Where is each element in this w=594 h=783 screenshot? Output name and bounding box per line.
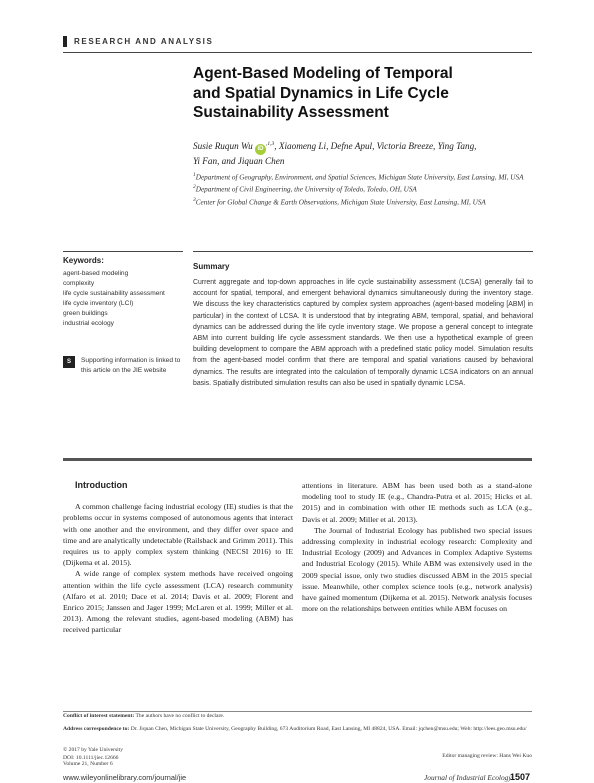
summary-box (193, 262, 533, 389)
affiliation-3: Center for Global Change & Earth Observations, Michigan State University, East Lansing, MI, USA (195, 198, 486, 207)
top-divider (63, 52, 532, 53)
title-line: Agent-Based Modeling of Temporal (193, 65, 453, 82)
body-column-left (63, 480, 293, 636)
author-names: Yi Fan, and Jiquan Chen (193, 156, 285, 167)
article-title (193, 64, 523, 123)
conflict-statement (63, 713, 224, 719)
paragraph: The Journal of Industrial Ecology has published two special issues addressing complexity in industrial ecology research: Complexity and Industrial Ecology (2009) and Advances in Complex Adaptive Systems and Industrial Ecology (2015). While ABM was extensively used in the 2009 special issue, only two studies discussed ABM in the 2015 special issue. Meanwhile, other complex science tools (e.g., network analysis) have gained momentum (Dijkema et al. 2015). Network analysis focuses more on the relationships between entities while ABM focuses on (302, 525, 532, 614)
body-column-right (302, 480, 532, 614)
keywords-list (63, 269, 165, 329)
keyword-item: life cycle sustainability assessment (63, 290, 165, 297)
correspondence-address (63, 725, 532, 733)
copyright: © 2017 by Yale University (63, 747, 124, 753)
keyword-item: agent-based modeling (63, 270, 129, 277)
section-tag (63, 36, 213, 47)
address-text: Dr. Jiquan Chen, Michigan State University, Geography Building, 673 Auditorium Road, East Lansing, MI 48824, USA. Email: jqchen@msu.edu; Web: http://lees.geo.msu.edu/ (130, 726, 527, 732)
keywords-divider (63, 251, 183, 252)
conflict-label: Conflict of interest statement: (63, 713, 135, 719)
footer-divider (63, 711, 532, 712)
keyword-item: complexity (63, 280, 95, 287)
affiliation-1: Department of Geography, Environment, and Spatial Sciences, Michigan State University, East Lansing, MI, USA (195, 173, 524, 182)
keywords-heading: Keywords: (63, 256, 104, 265)
intro-heading: Introduction (75, 480, 128, 490)
editor-note: Editor managing review: Hans Wei Kuo (442, 753, 532, 759)
paragraph: attentions in literature. ABM has been used both as a stand-alone modeling tool to study IE (e.g., Chandra-Putra et al. 2015; Hicks et al. 2015) and in combination with other IE methods such as LCA (e.g., Davis et al. 2009; Miller et al. 2013). (302, 481, 532, 524)
author-list: Susie Ruqun Wu $iD^{,1,3}$, Xiaomeng Li, Defne Apul, Victoria Breeze, Ying Tang, Yi Fan, and Jiquan Chen (193, 141, 477, 167)
doi[interactable]: DOI: 10.1111/jiec.12666 (63, 755, 119, 761)
supporting-info-text: Supporting information is linked to this article on the JIE website (81, 357, 181, 374)
author-names: , Xiaomeng Li, Defne Apul, Victoria Breeze, Ying Tang, (274, 141, 477, 152)
address-label: Address correspondence to: (63, 726, 130, 732)
journal-url[interactable]: www.wileyonlinelibrary.com/journal/jie (63, 773, 187, 782)
title-line: Sustainability Assessment (193, 104, 389, 121)
keyword-item: life cycle inventory (LCI) (63, 300, 134, 307)
orcid-icon[interactable]: iD (255, 144, 266, 155)
volume-info: Volume 21, Number 6 (63, 761, 113, 767)
section-marker-icon (63, 36, 67, 47)
supporting-info[interactable] (63, 356, 188, 375)
keyword-item: green buildings (63, 310, 108, 317)
keyword-item: industrial ecology (63, 320, 114, 327)
paragraph: A common challenge facing industrial ecology (IE) studies is that the problems occur in systems composed of autonomous agents that interact with one another and the environment, and they differ over space and time and are analytically undetectable (Railsback and Grimm 2011). This requires us to apply complex system thinking (NECSI 2016) to IE (Dijkema et al. 2015). (63, 502, 293, 568)
page-number: 1507 (510, 772, 531, 782)
publication-info (63, 746, 123, 762)
supporting-info-icon: S (63, 356, 75, 368)
summary-text: Current aggregate and top-down approaches in life cycle sustainability assessment (LCSA) generally fail to account for spatial, temporal, and emergent behavioral dynamics simultaneously during the inventory stage. We discuss the key characteristics captured by complex system approaches (agent-based modeling [ABM] in particular) in the context of LCSA. It is understood that by integrating ABM, temporal, spatial, and behavioral dynamics can be addressed during the life cycle inventory stage. We propose a general concept to integrate ABM into current building life cycle assessment standards. We then use a hypothetical example of green building development to compare the ABM approach with a predefined static policy model. Simulation results from the agent-based model confirm that there are temporal and spatial variations caused by behavioral dynamics. The results are integrated into the calculation of temporally dynamic LCSA indicators on an annual basis. Spatially distributed simulation results can also be used in spatially dynamic LCSA. (193, 279, 533, 387)
section-label: RESEARCH AND ANALYSIS (74, 37, 214, 46)
author-name: Susie Ruqun Wu (193, 141, 253, 152)
affiliations: $^1$Department of Geography, Environment, and Spatial Sciences, Michigan State University, East Lansing, MI, USA $^2$Department of Civil Engineering, the University of Toledo, Toledo, OH, USA $^3$Center for Global Change & Earth Observations, Michigan State University, East Lansing, MI, USA (193, 172, 524, 207)
affiliation-2: Department of Civil Engineering, the University of Toledo, Toledo, OH, USA (195, 185, 417, 194)
abstract-divider (63, 458, 532, 461)
conflict-text: The authors have no conflict to declare. (135, 713, 225, 719)
paragraph: A wide range of complex system methods have received ongoing attention within the life cycle assessment (LCA) research community (Alfaro et al. 2010; Dace et al. 2014; Davis et al. 2009; Florent and Enrico 2015; Janssen and Jager 1999; McLaren et al. 1999; Miller et al. 2013). Among the relevant studies, agent-based modeling (ABM) has received particular (63, 569, 293, 635)
title-line: and Spatial Dynamics in Life Cycle (193, 84, 449, 102)
summary-heading: Summary (193, 262, 230, 271)
summary-divider (193, 251, 533, 252)
journal-name: Journal of Industrial Ecology (424, 773, 512, 782)
